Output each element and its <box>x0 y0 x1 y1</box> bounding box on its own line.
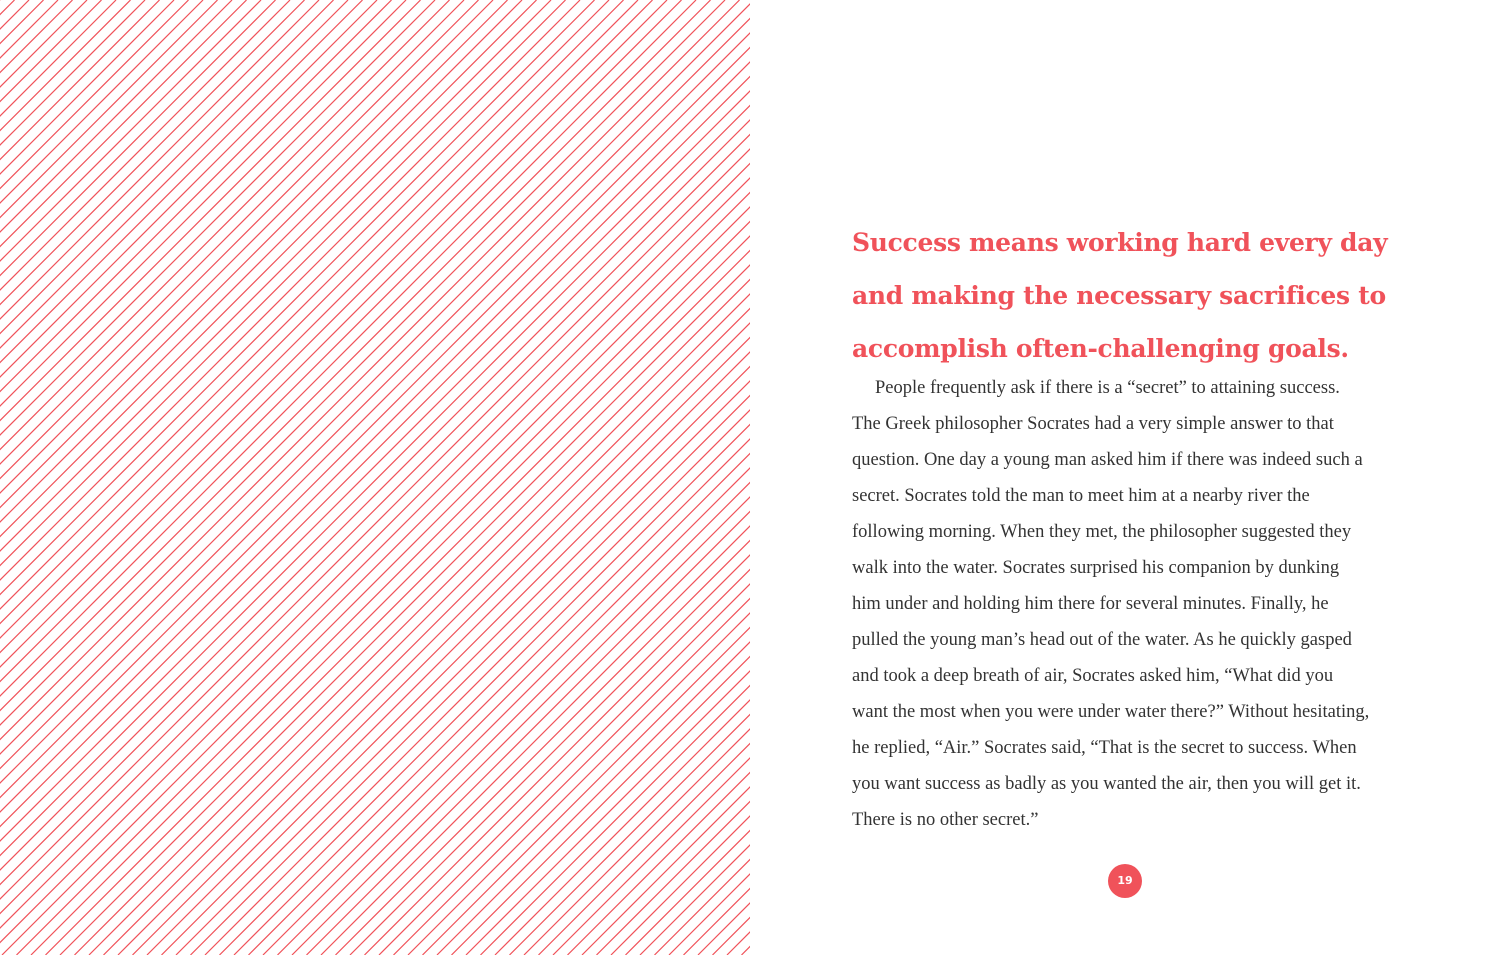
stripe-line <box>31 0 750 955</box>
stripe-line <box>510 0 751 955</box>
stripe-line <box>118 0 750 955</box>
headline: Success means working hard every day and making the necessary sacrifices to accomplish often-challenging goals. <box>852 228 1388 363</box>
stripe-line <box>481 0 751 955</box>
stripe-line <box>0 0 711 955</box>
stripe-line <box>133 0 751 955</box>
stripe-line <box>0 0 537 955</box>
body-line: him under and holding him there for several minutes. Finally, he <box>852 594 1329 614</box>
stripe-line <box>234 0 750 955</box>
stripe-line <box>0 0 421 955</box>
body-line: secret. Socrates told the man to meet him at a nearby river the <box>852 486 1310 506</box>
stripe-line <box>220 0 751 955</box>
stripe-line <box>698 0 750 955</box>
body-paragraph <box>852 370 1412 838</box>
body-line: and took a deep breath of air, Socrates asked him, “What did you <box>852 666 1334 686</box>
stripe-line <box>0 0 218 955</box>
stripe-line <box>0 0 450 955</box>
body-line: People frequently ask if there is a “secret” to attaining success. <box>875 378 1340 398</box>
stripe-line <box>640 0 750 955</box>
page-number-badge: 19 <box>1108 864 1142 898</box>
stripe-line <box>524 0 750 955</box>
stripe-line <box>0 0 160 955</box>
stripe-line <box>408 0 750 955</box>
stripe-line <box>162 0 751 955</box>
stripe-line <box>0 0 44 955</box>
body-line: walk into the water. Socrates surprised his companion by dunking <box>852 558 1340 578</box>
body-line: pulled the young man’s head out of the water. As he quickly gasped <box>852 630 1352 650</box>
stripe-line <box>0 0 508 955</box>
stripe-line <box>350 0 750 955</box>
stripe-line <box>60 0 750 955</box>
body-line: he replied, “Air.” Socrates said, “That is the secret to success. When <box>852 738 1357 758</box>
stripe-line <box>539 0 751 955</box>
body-line: question. One day a young man asked him if there was indeed such a <box>852 450 1363 470</box>
right-page <box>750 0 1500 955</box>
body-line: following morning. When they met, the philosopher suggested they <box>852 522 1352 542</box>
stripe-line <box>742 0 751 955</box>
stripe-line <box>321 0 750 955</box>
stripe-line <box>0 0 624 955</box>
stripe-line <box>626 0 751 955</box>
stripe-line <box>713 0 751 955</box>
body-line: The Greek philosopher Socrates had a very simple answer to that <box>852 414 1334 434</box>
stripe-line <box>727 0 750 955</box>
stripe-line <box>0 0 131 955</box>
stripe-line <box>46 0 751 955</box>
stripe-line <box>191 0 751 955</box>
stripe-line <box>452 0 751 955</box>
stripe-line <box>249 0 751 955</box>
stripe-line <box>0 0 740 955</box>
stripe-line <box>0 0 334 955</box>
stripe-line <box>423 0 751 955</box>
stripe-line <box>147 0 750 955</box>
stripe-line <box>611 0 750 955</box>
stripe-line <box>437 0 750 955</box>
stripe-line <box>0 0 73 955</box>
body-line: you want success as badly as you wanted the air, then you will get it. <box>852 774 1361 794</box>
stripe-line <box>0 0 653 955</box>
stripe-line <box>0 0 363 955</box>
stripe-line <box>336 0 751 955</box>
stripe-line <box>0 0 247 955</box>
body-line: There is no other secret.” <box>852 810 1039 830</box>
stripe-line <box>582 0 750 955</box>
body-line: want the most when you were under water there?” Without hesitating, <box>852 702 1370 722</box>
